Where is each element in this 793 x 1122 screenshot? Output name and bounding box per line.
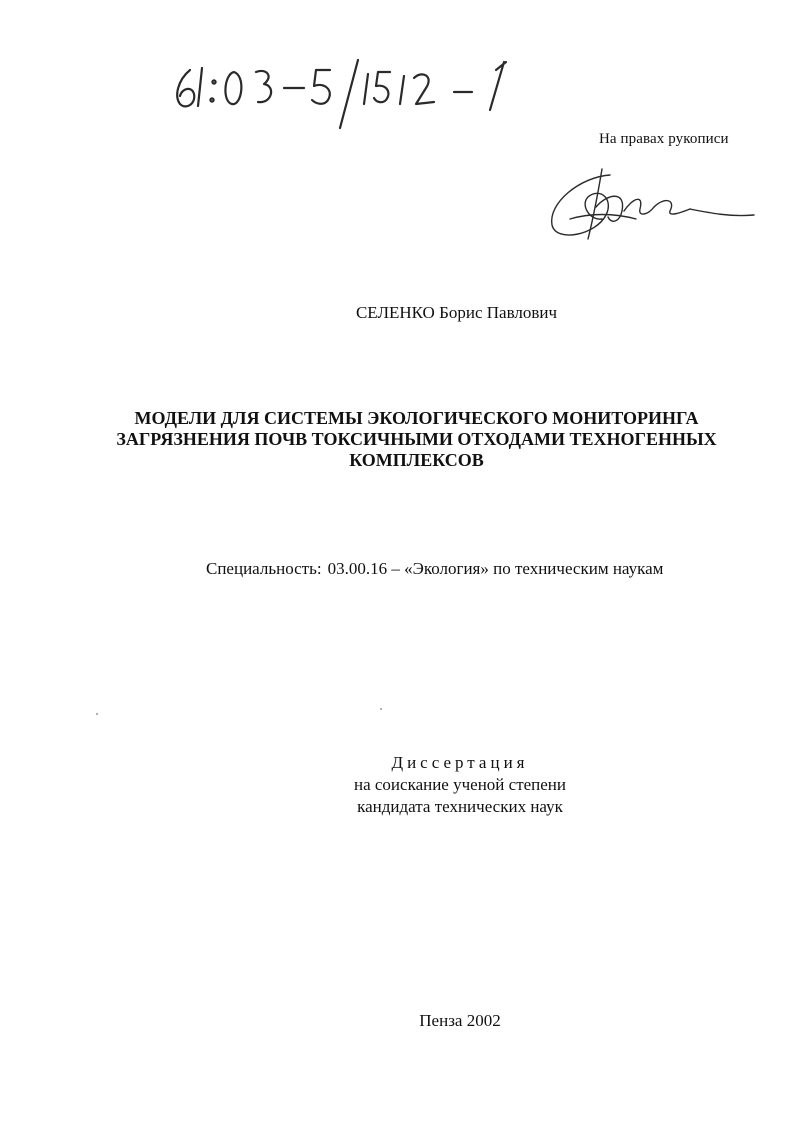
dissertation-title: [90, 408, 743, 471]
scan-speck: [96, 713, 98, 715]
rights-note: На правах рукописи: [599, 131, 729, 147]
title-line: МОДЕЛИ ДЛЯ СИСТЕМЫ ЭКОЛОГИЧЕСКОГО МОНИТОРИНГА: [134, 408, 699, 428]
place-year: Пенза 2002: [419, 1011, 501, 1030]
specialty-value: 03.00.16 – «Экология» по техническим наукам: [327, 559, 664, 578]
scan-speck: [380, 708, 382, 710]
thesis-heading: Диссертация: [391, 753, 529, 772]
thesis-degree-line: кандидата технических наук: [357, 797, 563, 816]
specialty: [206, 559, 663, 579]
title-line: КОМПЛЕКСОВ: [349, 450, 484, 470]
title-line: ЗАГРЯЗНЕНИЯ ПОЧВ ТОКСИЧНЫМИ ОТХОДАМИ ТЕХНОГЕННЫХ: [116, 429, 717, 449]
thesis-degree-line: на соискание ученой степени: [353, 775, 567, 794]
thesis-block: [250, 752, 670, 818]
author-name: СЕЛЕНКО Борис Павлович: [355, 303, 558, 322]
specialty-label: Специальность:: [206, 559, 322, 578]
handwritten-catalog-number: [168, 48, 548, 138]
author-signature: [540, 163, 760, 248]
